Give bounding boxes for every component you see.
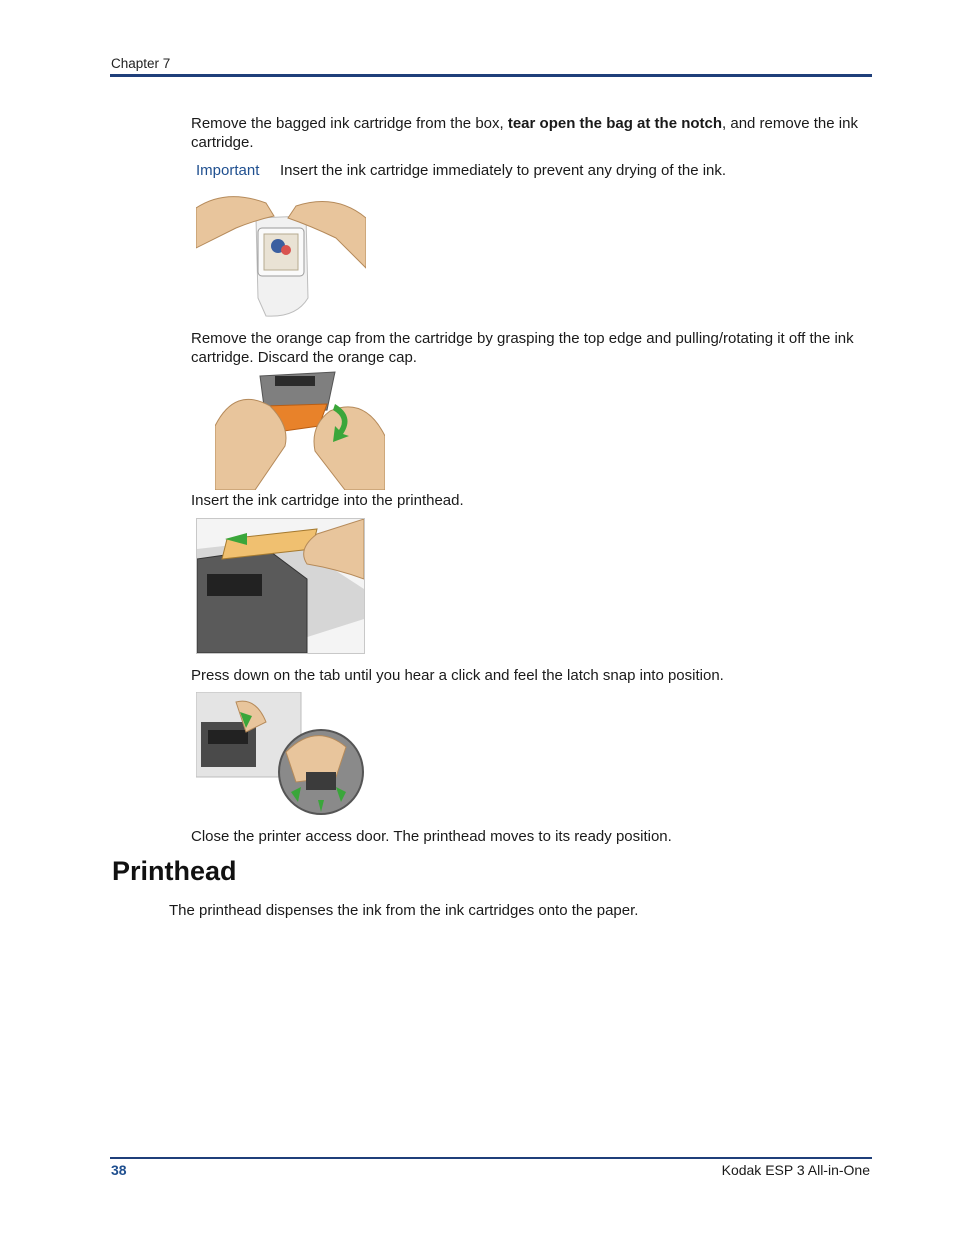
section-title: Printhead [112, 856, 237, 886]
page-number: 38 [111, 1162, 127, 1178]
figure-insert-cartridge [196, 518, 365, 654]
footer-rule [110, 1157, 872, 1159]
step-1-emphasis: tear open the bag at the notch [507, 115, 723, 132]
important-label: Important [196, 162, 260, 179]
step-2-text: Remove the orange cap from the cartridge by grasping the top edge and pulling/rotating it off the ink cartridge. Discard the orange cap. [191, 330, 854, 366]
figure-press-tab [196, 692, 366, 816]
footer-product: Kodak ESP 3 All-in-One [721, 1162, 870, 1178]
step-1-text: Remove the bagged ink cartridge from the box, tear open the bag at the notch, and remove the ink cartridge. [191, 115, 858, 151]
chapter-label: Chapter 7 [111, 56, 171, 71]
header-rule [110, 74, 872, 77]
step-4-text: Press down on the tab until you hear a click and feel the latch snap into position. [191, 667, 724, 684]
important-text: Insert the ink cartridge immediately to prevent any drying of the ink. [280, 162, 727, 179]
step-5-text: Close the printer access door. The printhead moves to its ready position. [191, 828, 672, 845]
figure-tear-bag [196, 188, 366, 320]
figure-remove-cap [215, 366, 385, 490]
step-3-text: Insert the ink cartridge into the printhead. [191, 492, 464, 509]
section-body: The printhead dispenses the ink from the ink cartridges onto the paper. [169, 902, 639, 919]
